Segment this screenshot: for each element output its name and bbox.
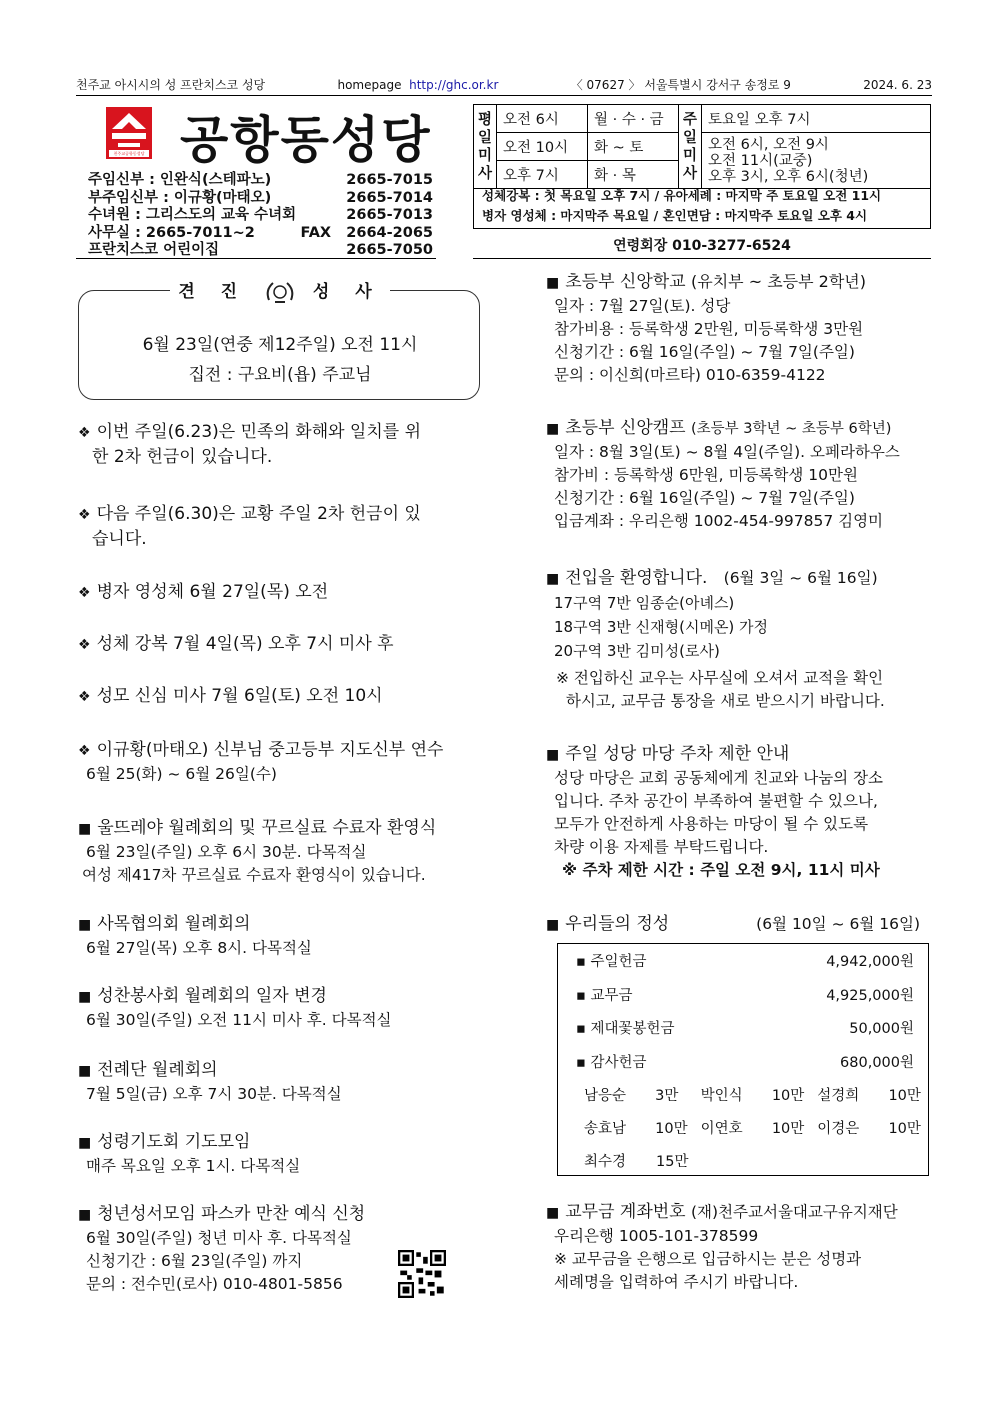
- header-line: [76, 76, 932, 93]
- list-item: ■ 초등부 신앙학교 (유치부 ~ 초등부 2학년) 일자 : 7월 27일(토). 성당 참가비용 : 등록학생 2만원, 미등록학생 3만원 신청기간 : 6월 16일(주일) ~ 7월 7일(주일) 문의 : 이신희(마르타) 010-6359-4122: [546, 272, 866, 384]
- list-item: ❖ 이번 주일(6.23)은 민족의 화해와 일치를 위 한 2차 헌금이 있습니다.: [78, 422, 422, 467]
- square-bullet-icon: ■: [546, 421, 560, 437]
- staff-row: 부주임신부 : 이규황(마태오) 2665-7014: [88, 189, 433, 206]
- diamond-bullet-icon: ❖: [78, 425, 91, 441]
- square-bullet-icon: ■: [546, 275, 560, 291]
- laurel-emblem-icon: [263, 280, 297, 304]
- square-bullet-icon: ■: [78, 821, 92, 837]
- staff-row: 프란치스코 어린이집 2665-7050: [88, 242, 433, 258]
- sacrament-notes: 성체강복 : 첫 목요일 오후 7시 / 유아세례 : 마지막 주 토요일 오전 11시 병자 영성체 : 마지막주 목요일 / 혼인면담 : 마지막주 토요일 오후 4시: [473, 183, 931, 229]
- list-item: ■ 주일 성당 마당 주차 제한 안내 성당 마당은 교회 공동체에게 친교와 나눔의 장소 입니다. 주차 공간이 부족하여 불편할 수 있으나, 모두가 안전하게 사용하는 마당이 될 수 있도록 차량 이용 자제를 부탁드립니다. ※ 주차 제한 시간 : 주일 오전 9시, 11시 미사: [546, 744, 884, 879]
- confirmation-title: 견 진 성 사: [170, 277, 390, 304]
- list-item: ❖ 다음 주일(6.30)은 교황 주일 2차 헌금이 있 습니다.: [78, 504, 421, 549]
- list-item: ■ 초등부 신앙캠프 (초등부 3학년 ~ 초등부 6학년) 일자 : 8월 3일(토) ~ 8월 4일(주일). 오페라하우스 참가비 : 등록학생 6만원, 미등록학생 10만원 신청기간 : 6월 16일(주일) ~ 7월 7일(주일) 입금계좌 : 우리은행 1002-454-997857 김영미: [546, 418, 900, 530]
- parish-title: 공항동성당: [180, 111, 432, 169]
- mass-days: 월 · 수 · 금: [588, 105, 679, 133]
- qr-code-icon[interactable]: [398, 1250, 446, 1298]
- mass-days: 화 ~ 토: [588, 133, 679, 161]
- table-row: ▪ 주일헌금 4,942,000원: [576, 954, 914, 971]
- sunday-mass-label: 주일미사: [679, 105, 702, 189]
- diamond-bullet-icon: ❖: [78, 689, 91, 705]
- offering-table: [557, 943, 929, 1176]
- parish-full-name: 천주교 아시시의 성 프란치스코 성당: [76, 78, 266, 92]
- list-item: ❖ 성체 강복 7월 4일(목) 오후 7시 미사 후: [78, 634, 394, 654]
- bulletin-date: 2024. 6. 23: [863, 77, 932, 92]
- square-bullet-icon: ■: [78, 1207, 92, 1223]
- staff-row: 수녀원 : 그리스도의 교육 수녀회 2665-7013: [88, 207, 433, 223]
- list-item: ■ 전입을 환영합니다. (6월 3일 ~ 6월 16일) 17구역 7반 임종순(아녜스) 18구역 3반 신재형(시메온) 가정 20구역 3반 김미성(로사) ※ 전입하신 교우는 사무실에 오셔서 교적을 확인 하시고, 교무금 통장을 새로 받으시기 바랍니다.: [546, 568, 885, 710]
- square-bullet-icon: ■: [78, 1063, 92, 1079]
- square-bullet-icon: ■: [78, 1135, 92, 1151]
- weekday-mass-label: 평일미사: [474, 105, 497, 189]
- logo-caption: 천주교공항동성당: [113, 151, 145, 156]
- list-item: ❖ 이규황(마태오) 신부님 중고등부 지도신부 연수 6월 25(화) ~ 6월 26일(수): [78, 740, 444, 783]
- table-row: ▪ 감사헌금 680,000원: [576, 1054, 914, 1071]
- list-item: ❖ 병자 영성체 6월 27일(목) 오전: [78, 582, 329, 602]
- mass-time: 오전 10시: [497, 133, 588, 161]
- list-item: ■ 사목협의회 월례회의 6월 27일(목) 오후 8시. 다목적실: [78, 914, 312, 957]
- staff-list: [88, 172, 433, 260]
- sunday-eve-mass: 토요일 오후 7시: [702, 105, 931, 133]
- list-item: ■ 청년성서모임 파스카 만찬 예식 신청 6월 30일(주일) 청년 미사 후. 다목적실 신청기간 : 6월 23일(주일) 까지 문의 : 전수민(로사) 010-4801-5856: [78, 1204, 366, 1293]
- table-row: ▪ 교무금 4,925,000원: [576, 987, 914, 1004]
- confirmation-details: 6월 23일(연중 제12주일) 오전 11시 집전 : 구요비(욥) 주교님: [142, 335, 418, 385]
- mass-time: 오전 6시: [497, 105, 588, 133]
- sunday-mass-times: 오전 6시, 오전 9시 오전 11시(교중) 오후 3시, 오후 6시(청년): [702, 133, 931, 189]
- address: 〈 07627 〉 서울특별시 강서구 송정로 9: [570, 78, 791, 92]
- list-item: ■ 성찬봉사회 월례회의 일자 변경 6월 30일(주일) 오전 11시 미사 후. 다목적실: [78, 986, 392, 1029]
- mass-schedule: [473, 104, 931, 189]
- homepage-link[interactable]: http://ghc.or.kr: [409, 77, 499, 92]
- offering-header: ■ 우리들의 정성 (6월 10일 ~ 6월 16일): [546, 914, 920, 934]
- list-item: ❖ 성모 신심 미사 7월 6일(토) 오전 10시: [78, 686, 383, 706]
- funeral-contact: 연령회장 010-3277-6524: [613, 238, 791, 254]
- staff-rule: [76, 258, 436, 259]
- account-info: ■ 교무금 계좌번호 (재)천주교서울대교구유지재단 우리은행 1005-101-378599 ※ 교무금을 은행으로 입금하시는 분은 성명과 세례명을 입력하여 주시기 바랍니다.: [546, 1202, 898, 1291]
- header-rule: [76, 95, 932, 96]
- square-bullet-icon: ■: [546, 917, 560, 933]
- square-bullet-icon: ■: [546, 747, 560, 763]
- diamond-bullet-icon: ❖: [78, 637, 91, 653]
- list-item: ■ 성령기도회 기도모임 매주 목요일 오후 1시. 다목적실: [78, 1132, 301, 1175]
- diamond-bullet-icon: ❖: [78, 585, 91, 601]
- homepage-label: homepage: [337, 77, 402, 92]
- donor-list: 남응순 3만 박인식 10만 설경희 10만 송효남 10만 이연호 10만 이경은 10만 최수경 15만: [584, 1088, 921, 1170]
- square-bullet-icon: ■: [78, 989, 92, 1005]
- mass-time: 오후 7시: [497, 161, 588, 189]
- list-item: ■ 울뜨레야 월례회의 및 꾸르실료 수료자 환영식 6월 23일(주일) 오후 6시 30분. 다목적실 여성 제417차 꾸르실료 수료자 환영식이 있습니다.: [78, 818, 437, 884]
- mass-days: 화 · 목: [588, 161, 679, 189]
- diamond-bullet-icon: ❖: [78, 743, 91, 759]
- diamond-bullet-icon: ❖: [78, 507, 91, 523]
- table-row: ▪ 제대꽃봉헌금 50,000원: [576, 1021, 914, 1038]
- staff-row: 주임신부 : 인완식(스테파노) 2665-7015: [88, 172, 433, 188]
- right-rule: [473, 258, 931, 259]
- staff-row: 사무실 : 2665-7011~2 FAX 2664-2065: [88, 224, 433, 241]
- square-bullet-icon: ■: [78, 917, 92, 933]
- square-bullet-icon: ■: [546, 571, 560, 587]
- square-bullet-icon: ■: [546, 1205, 560, 1221]
- list-item: ■ 전례단 월례회의 7월 5일(금) 오후 7시 30분. 다목적실: [78, 1060, 342, 1103]
